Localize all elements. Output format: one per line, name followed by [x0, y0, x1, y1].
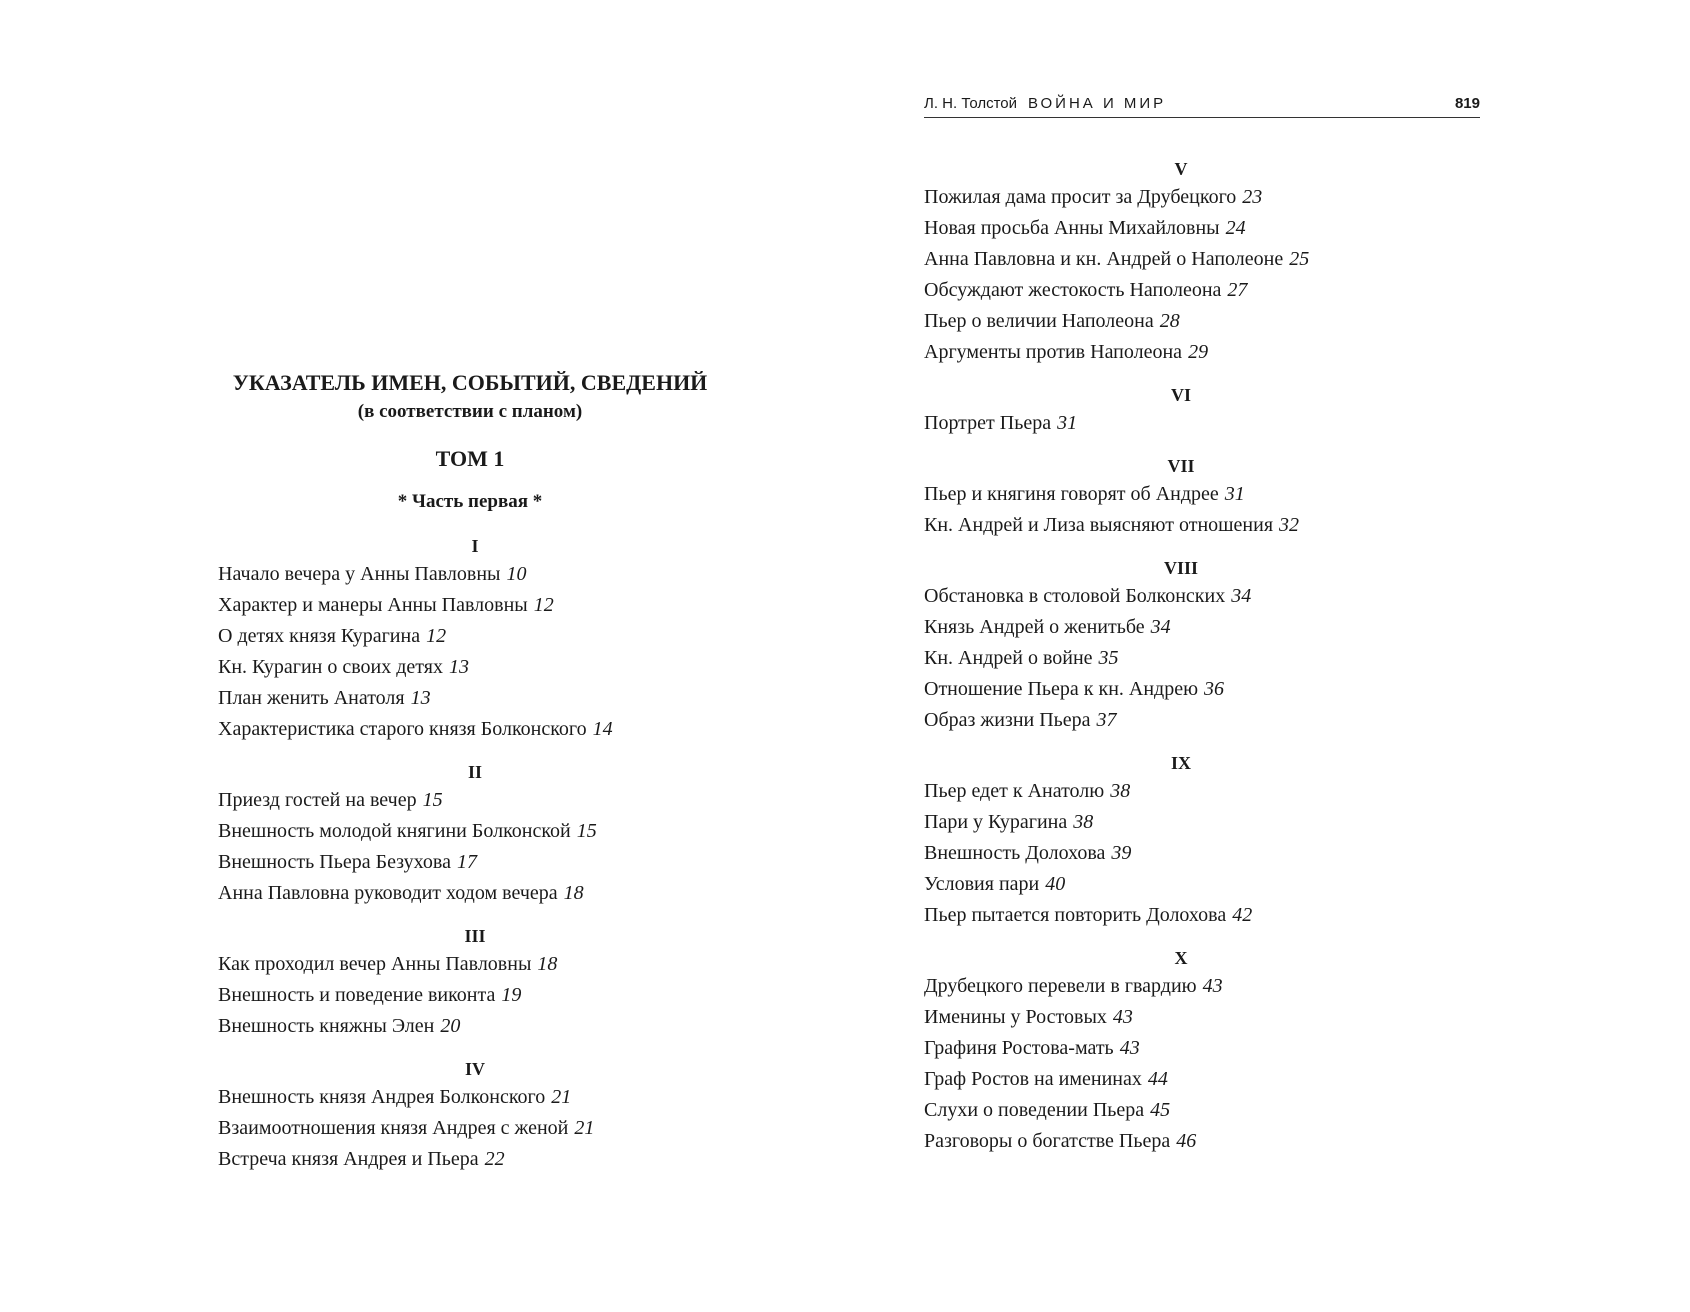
index-entry — [218, 785, 778, 816]
entry-text: Портрет Пьера — [924, 412, 1052, 434]
index-entry — [924, 1033, 1484, 1064]
entry-text: Слухи о поведении Пьера — [924, 1099, 1145, 1121]
entry-page-number: 15 — [422, 789, 443, 811]
entry-page-number: 22 — [484, 1148, 505, 1170]
index-entry — [924, 900, 1484, 931]
entry-list — [924, 776, 1484, 931]
entry-text: Обстановка в столовой Болконских — [924, 585, 1226, 607]
chapter-heading: IX — [1170, 753, 1191, 773]
index-entry — [924, 510, 1484, 541]
chapter-section — [924, 453, 1484, 541]
running-header — [924, 93, 1480, 118]
index-entry — [218, 816, 778, 847]
entry-page-number: 46 — [1176, 1130, 1197, 1152]
chapter-section — [218, 759, 778, 909]
entry-text: Кн. Андрей о войне — [924, 647, 1093, 669]
entry-page-number: 12 — [426, 625, 447, 647]
entry-text: Встреча князя Андрея и Пьера — [218, 1148, 479, 1170]
index-entry — [924, 807, 1484, 838]
entry-text: План женить Анатоля — [218, 687, 405, 709]
right-page — [845, 0, 1690, 1312]
index-entry — [924, 182, 1484, 213]
left-index-column — [218, 533, 778, 1189]
entry-page-number: 34 — [1231, 585, 1252, 607]
entry-text: Взаимоотношения князя Андрея с женой — [218, 1117, 569, 1139]
entry-list — [924, 581, 1484, 736]
entry-page-number: 23 — [1242, 186, 1263, 208]
chapter-heading: II — [467, 762, 482, 782]
index-entry — [218, 1082, 778, 1113]
entry-list — [924, 971, 1484, 1157]
entry-text: Анна Павловна и кн. Андрей о Наполеоне — [924, 248, 1284, 270]
entry-text: Как проходил вечер Анны Павловны — [218, 953, 532, 975]
entry-text: Внешность молодой княгини Болконской — [218, 820, 571, 842]
entry-page-number: 44 — [1147, 1068, 1168, 1090]
entry-text: Внешность Пьера Безухова — [218, 851, 451, 873]
index-entry — [924, 612, 1484, 643]
entry-text: Именины у Ростовых — [924, 1006, 1107, 1028]
entry-page-number: 18 — [563, 882, 584, 904]
right-index-column — [924, 156, 1484, 1171]
index-entry — [924, 479, 1484, 510]
entry-text: Графиня Ростова-мать — [924, 1037, 1114, 1059]
entry-text: Внешность и поведение виконта — [218, 984, 496, 1006]
index-entry — [924, 971, 1484, 1002]
entry-list — [218, 1082, 778, 1175]
entry-text: Кн. Курагин о своих детях — [218, 656, 443, 678]
entry-list — [924, 182, 1484, 368]
index-entry — [924, 869, 1484, 900]
entry-page-number: 39 — [1111, 842, 1132, 864]
entry-text: Новая просьба Анны Михайловны — [924, 217, 1220, 239]
entry-page-number: 32 — [1279, 514, 1300, 536]
entry-text: Характеристика старого князя Болконского — [218, 718, 587, 740]
entry-text: Начало вечера у Анны Павловны — [218, 563, 501, 585]
running-header-title: ВОЙНА И МИР — [1028, 95, 1167, 112]
entry-page-number: 31 — [1057, 412, 1078, 434]
entry-page-number: 29 — [1188, 341, 1209, 363]
entry-page-number: 38 — [1110, 780, 1131, 802]
entry-text: Пьер и княгиня говорят об Андрее — [924, 483, 1219, 505]
entry-text: Обсуждают жестокость Наполеона — [924, 279, 1222, 301]
index-entry — [924, 1064, 1484, 1095]
index-main-title: УКАЗАТЕЛЬ ИМЕН, СОБЫТИЙ, СВЕДЕНИЙ — [232, 370, 708, 395]
chapter-heading: III — [464, 926, 486, 946]
part-heading: * Часть первая * — [397, 491, 543, 512]
entry-page-number: 27 — [1227, 279, 1248, 301]
running-header-author: Л. Н. Толстой — [924, 95, 1018, 112]
index-title-block — [200, 368, 740, 515]
entry-page-number: 35 — [1098, 647, 1119, 669]
chapter-section — [924, 156, 1484, 368]
chapter-section — [218, 923, 778, 1042]
chapter-heading: I — [471, 536, 479, 556]
index-entry — [218, 949, 778, 980]
entry-text: Отношение Пьера к кн. Андрею — [924, 678, 1199, 700]
entry-list — [218, 785, 778, 909]
entry-page-number: 45 — [1150, 1099, 1171, 1121]
chapter-section — [924, 382, 1484, 439]
entry-page-number: 20 — [440, 1015, 461, 1037]
entry-text: Образ жизни Пьера — [924, 709, 1091, 731]
entry-page-number: 43 — [1112, 1006, 1133, 1028]
entry-text: Князь Андрей о женитьбе — [924, 616, 1145, 638]
index-entry — [218, 714, 778, 745]
index-entry — [924, 306, 1484, 337]
index-entry — [218, 683, 778, 714]
index-entry — [218, 847, 778, 878]
index-entry — [924, 643, 1484, 674]
chapter-section — [924, 750, 1484, 931]
entry-page-number: 15 — [576, 820, 597, 842]
index-entry — [924, 1002, 1484, 1033]
entry-text: Пьер о величии Наполеона — [924, 310, 1154, 332]
entry-text: Характер и манеры Анны Павловны — [218, 594, 528, 616]
index-entry — [924, 244, 1484, 275]
entry-text: Пожилая дама просит за Друбецкого — [924, 186, 1237, 208]
index-entry — [924, 581, 1484, 612]
entry-page-number: 25 — [1289, 248, 1310, 270]
chapter-heading: VII — [1167, 456, 1195, 476]
index-entry — [218, 878, 778, 909]
index-entry — [924, 408, 1484, 439]
index-entry — [218, 1144, 778, 1175]
chapter-section — [924, 945, 1484, 1157]
index-entry — [218, 652, 778, 683]
entry-page-number: 17 — [456, 851, 477, 873]
entry-page-number: 42 — [1232, 904, 1253, 926]
entry-text: Кн. Андрей и Лиза выясняют отношения — [924, 514, 1274, 536]
entry-page-number: 10 — [506, 563, 527, 585]
index-entry — [924, 213, 1484, 244]
index-entry — [218, 621, 778, 652]
entry-text: Пари у Курагина — [924, 811, 1068, 833]
chapter-heading: V — [1174, 159, 1188, 179]
chapter-section — [218, 1056, 778, 1175]
index-sub-title: (в соответствии с планом) — [357, 401, 583, 422]
page-number: 819 — [1454, 95, 1480, 112]
entry-page-number: 21 — [574, 1117, 595, 1139]
entry-page-number: 43 — [1202, 975, 1223, 997]
entry-text: О детях князя Курагина — [218, 625, 421, 647]
entry-page-number: 24 — [1225, 217, 1246, 239]
index-entry — [218, 590, 778, 621]
index-entry — [924, 275, 1484, 306]
entry-text: Пьер едет к Анатолю — [924, 780, 1105, 802]
index-entry — [924, 838, 1484, 869]
index-entry — [924, 337, 1484, 368]
entry-page-number: 31 — [1224, 483, 1245, 505]
entry-page-number: 19 — [501, 984, 522, 1006]
entry-page-number: 43 — [1119, 1037, 1140, 1059]
entry-page-number: 12 — [533, 594, 554, 616]
entry-text: Аргументы против Наполеона — [924, 341, 1183, 363]
index-entry — [924, 1095, 1484, 1126]
entry-page-number: 13 — [448, 656, 469, 678]
entry-text: Пьер пытается повторить Долохова — [924, 904, 1227, 926]
index-entry — [218, 980, 778, 1011]
entry-list — [924, 479, 1484, 541]
index-entry — [924, 1126, 1484, 1157]
entry-text: Приезд гостей на вечер — [218, 789, 417, 811]
index-entry — [924, 705, 1484, 736]
entry-text: Друбецкого перевели в гвардию — [924, 975, 1197, 997]
entry-list — [218, 559, 778, 745]
entry-list — [924, 408, 1484, 439]
chapter-heading: X — [1174, 948, 1188, 968]
chapter-heading: VI — [1170, 385, 1191, 405]
index-entry — [924, 674, 1484, 705]
chapter-section — [924, 555, 1484, 736]
entry-page-number: 37 — [1096, 709, 1117, 731]
entry-text: Разговоры о богатстве Пьера — [924, 1130, 1171, 1152]
entry-text: Внешность Долохова — [924, 842, 1106, 864]
entry-page-number: 21 — [551, 1086, 572, 1108]
entry-page-number: 36 — [1204, 678, 1225, 700]
index-entry — [924, 776, 1484, 807]
index-entry — [218, 1011, 778, 1042]
index-entry — [218, 559, 778, 590]
entry-page-number: 18 — [537, 953, 558, 975]
entry-text: Внешность князя Андрея Болконского — [218, 1086, 546, 1108]
entry-page-number: 40 — [1045, 873, 1066, 895]
chapter-section — [218, 533, 778, 745]
entry-page-number: 34 — [1150, 616, 1171, 638]
entry-page-number: 28 — [1159, 310, 1180, 332]
volume-heading: ТОМ 1 — [435, 446, 505, 471]
entry-text: Анна Павловна руководит ходом вечера — [218, 882, 558, 904]
index-entry — [218, 1113, 778, 1144]
chapter-heading: VIII — [1163, 558, 1198, 578]
entry-page-number: 14 — [592, 718, 613, 740]
entry-page-number: 38 — [1073, 811, 1094, 833]
entry-text: Условия пари — [924, 873, 1040, 895]
entry-list — [218, 949, 778, 1042]
chapter-heading: IV — [464, 1059, 485, 1079]
entry-text: Внешность княжны Элен — [218, 1015, 435, 1037]
entry-text: Граф Ростов на именинах — [924, 1068, 1142, 1090]
entry-page-number: 13 — [410, 687, 431, 709]
